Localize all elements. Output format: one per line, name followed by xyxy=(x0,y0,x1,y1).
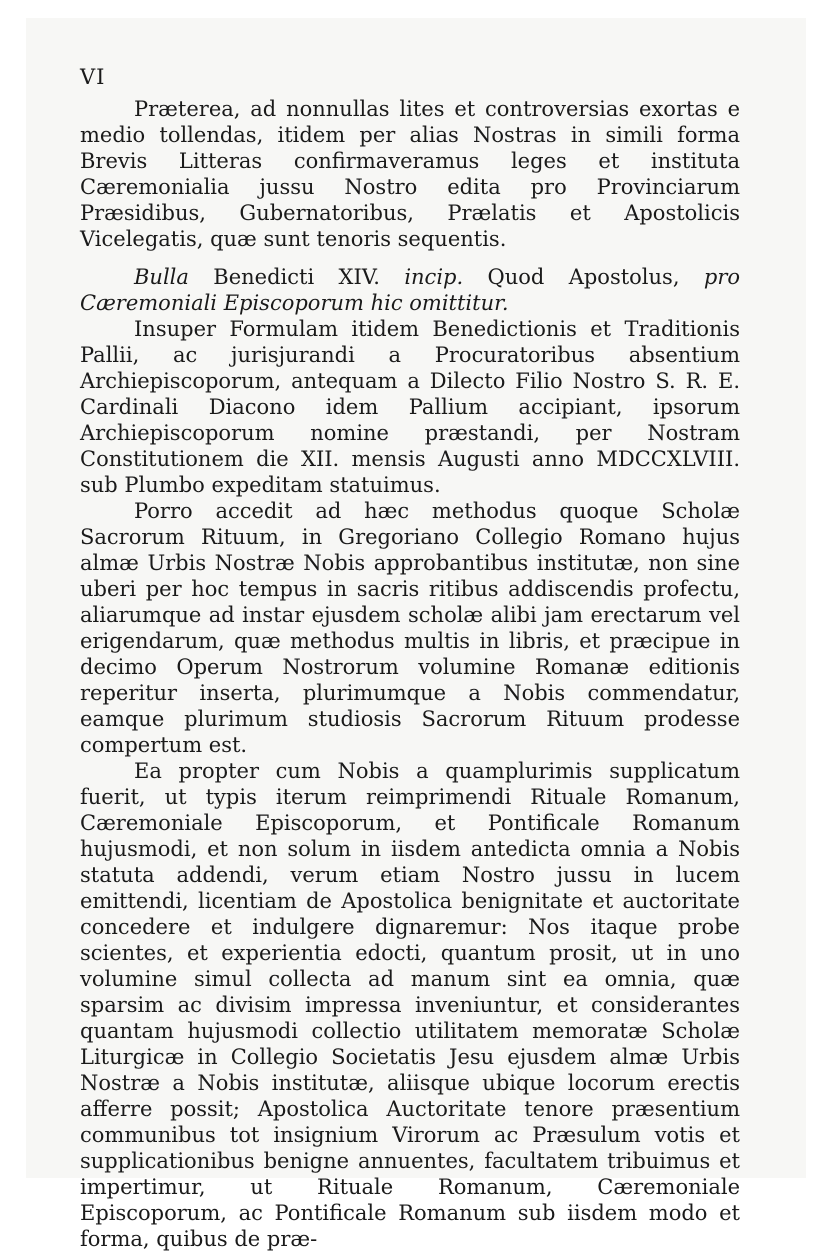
paragraph-praeterea: Præterea, ad nonnullas lites et controversias exortas e medio tollendas, itidem per alias Nostras in simili forma Brevis Litteras confirmaveramus leges et instituta Cæremonialia jussu Nostro edita pro Provinciarum Præsidibus, Gubernatoribus, Prælatis et Apostolicis Vicelegatis, quæ sunt tenoris sequentis. xyxy=(80,97,740,251)
paragraph-ea-propter: Ea propter cum Nobis a quamplurimis supplicatum fuerit, ut typis iterum reimprimendi Rituale Romanum, Cæremoniale Episcoporum, et Pontificale Romanum hujusmodi, et non solum in iisdem antedicta omnia a Nobis statuta addendi, verum etiam Nostro jussu in lucem emittendi, licentiam de Apostolica benignitate et auctoritate concedere et indulgere dignaremur: Nos itaque probe scientes, et experientia edocti, quantum prosit, ut in uno volumine simul collecta ad manum sint ea omnia, quæ sparsim ac divisim impressa inveniuntur, et considerantes quantam hujusmodi collectio utilitatem memoratæ Scholæ Liturgicæ in Collegio Societatis Jesu ejusdem almæ Urbis Nostræ a Nobis institutæ, aliisque ubique locorum erectis afferre possit; Apostolica Auctoritate tenore præsentium communibus tot insignium Virorum ac Præsulum votis et supplicationibus benigne annuentes, facultatem tribuimus et impertimur, ut Rituale Romanum, Cæremoniale Episcoporum, ac Pontificale Romanum sub iisdem modo et forma, quibus de præ- xyxy=(80,759,740,1251)
page-number: VI xyxy=(80,65,106,89)
bulla-quod-apostolus: Quod Apostolus, xyxy=(463,265,704,289)
text-body xyxy=(80,64,740,1252)
paragraph-porro: Porro accedit ad hæc methodus quoque Scholæ Sacrorum Rituum, in Gregoriano Collegio Romano hujus almæ Urbis Nostræ Nobis approbantibus institutæ, non sine uberi per hoc tempus in sacris ritibus addiscendis profectu, aliarumque ad instar ejusdem scholæ alibi jam erectarum vel erigendarum, quæ methodus multis in libris, et præcipue in decimo Operum Nostrorum volumine Romanæ editionis reperitur inserta, plurimumque a Nobis commendatur, eamque plurimum studiosis Sacrorum Rituum prodesse compertum est. xyxy=(80,499,740,757)
bulla-omittitur: pro Cæremoniali Episcoporum hic omittitur. xyxy=(80,265,740,315)
bulla-incip: incip. xyxy=(404,265,464,289)
bulla-word: Bulla xyxy=(134,265,189,289)
paragraph-insuper: Insuper Formulam itidem Benedictionis et Traditionis Pallii, ac jurisjurandi a Procuratoribus absentium Archiepiscoporum, antequam a Dilecto Filio Nostro S. R. E. Cardinali Diacono idem Pallium accipiant, ipsorum Archiepiscoporum nomine præstandi, per Nostram Constitutionem die XII. mensis Augusti anno MDCCXLVIII. sub Plumbo expeditam statuimus. xyxy=(80,317,740,497)
bulla-benedicti: Benedicti XIV. xyxy=(188,265,405,289)
bulla-note xyxy=(80,264,740,316)
